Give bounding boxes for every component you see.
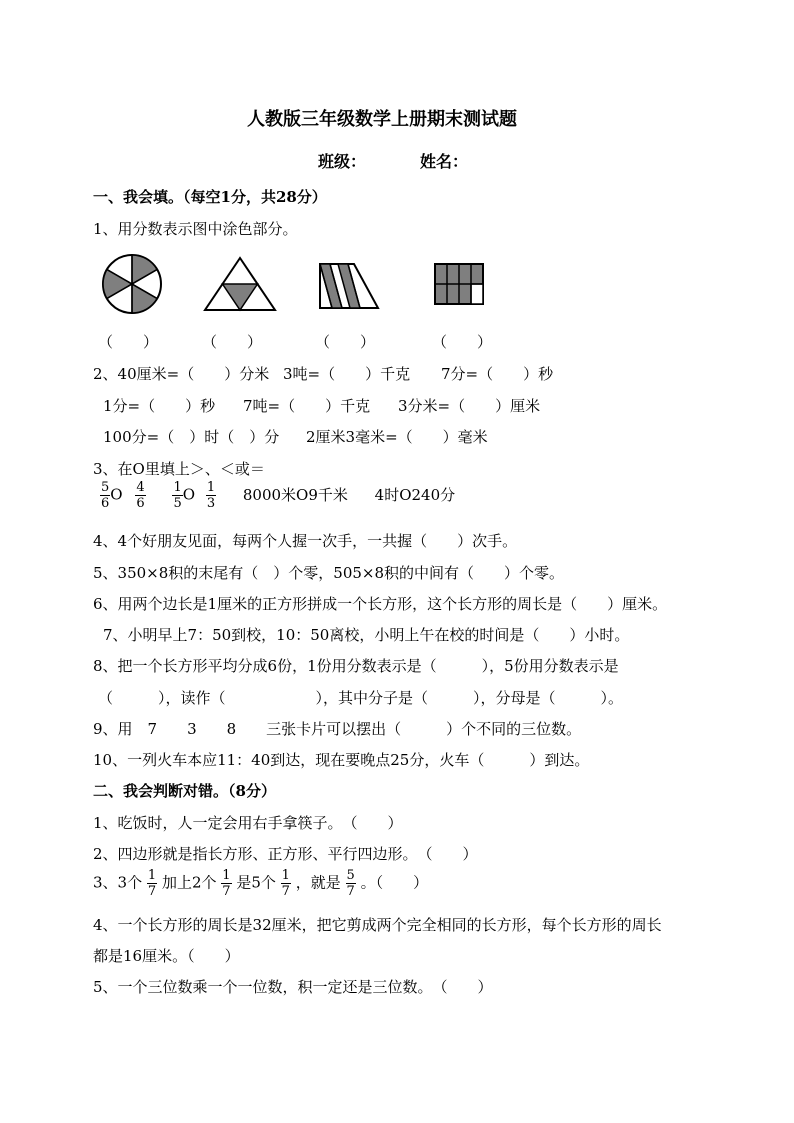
question-1: 1、用分数表示图中涂色部分。 <box>93 220 298 238</box>
compare-circle[interactable]: O <box>110 485 123 504</box>
question-2-item-2: 3吨=（ ）千克 <box>283 365 411 383</box>
question-8-line-1: 8、把一个长方形平均分成6份，1份用分数表示是（ ），5份用分数表示是 <box>93 657 619 675</box>
judge-2: 2、四边形就是指长方形、正方形、平行四边形。 （ ） <box>93 845 478 863</box>
question-10: 10、一列火车本应11：40到达，现在要晚点25分，火车（ ）到达。 <box>93 751 590 769</box>
section2-heading: 二、我会判断对错。（8分） <box>93 782 276 800</box>
page-title: 人教版三年级数学上册期末测试题 <box>247 109 517 130</box>
question-2-item-1: 2、40厘米=（ ）分米 <box>93 365 270 383</box>
fraction-5-6: $\frac{5}{6}$ <box>101 480 110 511</box>
question-2-item-8: 2厘米3毫米=（ ）毫米 <box>306 428 488 446</box>
circle-figure <box>100 252 164 316</box>
grid-figure <box>434 263 484 305</box>
judge-3-text: 是5个 <box>236 873 276 892</box>
fraction-1-7: $\frac{1}{7}$ <box>222 868 231 899</box>
question-2-item-6: 3分米=（ ）厘米 <box>398 397 541 415</box>
question-8-line-2: （ ），读作（ ），其中分子是（ ），分母是（ ）。 <box>98 689 624 707</box>
question-7: 7、小明早上7：50到校，10：50离校，小明上午在校的时间是（ ）小时。 <box>103 626 630 644</box>
fraction-5-7: $\frac{5}{7}$ <box>346 868 355 899</box>
question-4: 4、4个好朋友见面，每两个人握一次手，一共握（ ）次手。 <box>93 532 518 550</box>
judge-5: 5、一个三位数乘一个一位数，积一定还是三位数。 （ ） <box>93 978 493 996</box>
compare-row <box>100 480 455 511</box>
fraction-1-7: $\frac{1}{7}$ <box>147 868 157 899</box>
compare-circle[interactable]: O <box>182 485 196 504</box>
judge-4-line-1: 4、一个长方形的周长是32厘米，把它剪成两个完全相同的长方形，每个长方形的周长 <box>93 916 662 934</box>
question-2-item-4: 1分=（ ）秒 <box>103 397 216 415</box>
question-5: 5、350×8积的末尾有（ ）个零，505×8积的中间有（ ）个零。 <box>93 564 565 582</box>
judge-3-text: 加上2个 <box>161 873 217 892</box>
question-6: 6、用两个边长是1厘米的正方形拼成一个长方形，这个长方形的周长是（ ）厘米。 <box>93 595 668 613</box>
judge-3 <box>93 868 428 899</box>
answer-blank-2[interactable]: （ ） <box>202 333 263 351</box>
question-2-item-5: 7吨=（ ）千克 <box>243 397 371 415</box>
section1-heading: 一、我会填。（每空1分，共28分） <box>93 188 327 206</box>
answer-blank-3[interactable]: （ ） <box>315 333 376 351</box>
judge-3-prefix: 3、3个 <box>93 873 143 892</box>
class-label: 班级： <box>318 152 367 171</box>
time-compare: 4时O240分 <box>374 485 456 504</box>
question-3: 3、在O里填上＞、＜或＝ <box>93 460 265 478</box>
name-label: 姓名： <box>420 152 469 171</box>
question-9: 9、用 7 3 8 三张卡片可以摆出（ ）个不同的三位数。 <box>93 720 582 738</box>
trapezoid-figure <box>318 262 380 310</box>
judge-3-suffix: 。（ ） <box>360 873 429 892</box>
judge-4-line-2: 都是16厘米。（ ） <box>93 947 240 965</box>
judge-3-text: ，就是 <box>295 873 341 892</box>
answer-blank-4[interactable]: （ ） <box>432 333 493 351</box>
fraction-1-3: $\frac{1}{3}$ <box>206 480 216 511</box>
triangle-figure <box>203 256 277 312</box>
question-2-item-3: 7分=（ ）秒 <box>441 365 554 383</box>
judge-1: 1、吃饭时，人一定会用右手拿筷子。 （ ） <box>93 814 403 832</box>
fraction-4-6: $\frac{4}{6}$ <box>136 480 145 511</box>
fraction-1-7: $\frac{1}{7}$ <box>281 868 290 899</box>
question-2-item-7: 100分=（ ）时（ ）分 <box>103 428 280 446</box>
answer-blank-1[interactable]: （ ） <box>98 333 159 351</box>
length-compare: 8000米O9千米 <box>242 485 348 504</box>
fraction-1-5: $\frac{1}{5}$ <box>173 480 182 511</box>
